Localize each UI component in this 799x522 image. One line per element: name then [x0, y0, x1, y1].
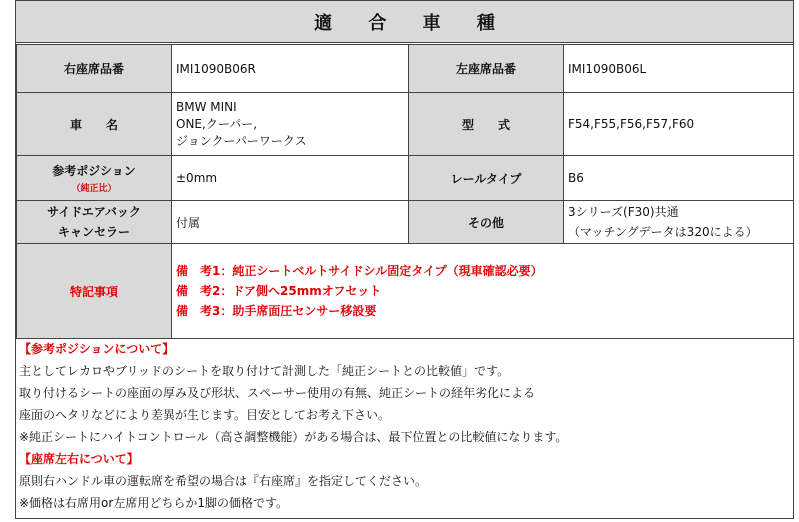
special-label — [17, 244, 172, 339]
rail-type-label: レールタイプ — [409, 156, 564, 201]
fitment-sheet — [15, 0, 794, 519]
airbag-label-line: サイドエアバック — [47, 205, 141, 219]
car-name-label: 車 名 — [17, 93, 172, 156]
car-name-value — [172, 93, 409, 156]
car-name-line: BMW MINI — [176, 99, 237, 114]
model-label: 型 式 — [409, 93, 564, 156]
page-title: 適 合 車 種 — [16, 1, 793, 43]
notes-section — [16, 338, 793, 514]
airbag-label — [17, 201, 172, 244]
other-line: 3シリーズ(F30)共通 — [568, 205, 679, 219]
notes-heading-seat-side: 【座席左右について】 — [19, 452, 139, 466]
ref-position-value: ±0mm — [172, 156, 409, 201]
notes-line: 取り付けるシートの座面の厚み及び形状、スペーサー使用の有無、純正シートの経年劣化による — [19, 386, 536, 400]
right-seat-label: 右座席品番 — [17, 45, 172, 93]
notes-line: 座面のヘタリなどにより差異が生じます。目安としてお考え下さい。 — [19, 408, 391, 422]
special-note: 備 考3：助手席面圧センサー移設要 — [176, 304, 377, 318]
notes-line: 原則右ハンドル車の運転席を希望の場合は『右座席』を指定してください。 — [19, 474, 428, 488]
other-line: （マッチングデータは320による） — [568, 225, 758, 239]
airbag-label-line: キャンセラー — [57, 225, 130, 239]
special-label-text: 特記事項 — [69, 284, 118, 299]
other-label: その他 — [409, 201, 564, 244]
table-row — [17, 93, 794, 156]
right-seat-value: IMI1090B06R — [172, 45, 409, 93]
special-note: 備 考1：純正シートベルトサイドシル固定タイプ（現車確認必要） — [176, 264, 543, 278]
table-row — [17, 45, 794, 93]
spec-table — [16, 44, 794, 339]
rail-type-value: B6 — [564, 156, 794, 201]
table-row — [17, 244, 794, 339]
notes-line: ※価格は右席用or左席用どちらか1脚の価格です。 — [19, 496, 289, 510]
table-row — [17, 156, 794, 201]
left-seat-value: IMI1090B06L — [564, 45, 794, 93]
car-name-line: ONE,クーパー, — [176, 116, 258, 131]
special-notes — [172, 244, 794, 339]
notes-line: ※純正シートにハイトコントロール（高さ調整機能）がある場合は、最下位置との比較値になります。 — [19, 430, 568, 444]
model-value: F54,F55,F56,F57,F60 — [564, 93, 794, 156]
airbag-value: 付属 — [172, 201, 409, 244]
ref-position-title: 参考ポジション — [52, 164, 136, 178]
notes-line: 主としてレカロやブリッドのシートを取り付けて計測した「純正シートとの比較値」です。 — [19, 364, 510, 378]
notes-heading-position: 【参考ポジションについて】 — [19, 342, 175, 356]
table-row — [17, 201, 794, 244]
other-value — [564, 201, 794, 244]
car-name-line: ジョンクーパーワークス — [176, 133, 307, 148]
ref-position-label — [17, 156, 172, 201]
special-note: 備 考2：ドア側へ25mmオフセット — [176, 284, 382, 298]
left-seat-label: 左座席品番 — [409, 45, 564, 93]
ref-position-sub: （純正比） — [71, 184, 117, 194]
